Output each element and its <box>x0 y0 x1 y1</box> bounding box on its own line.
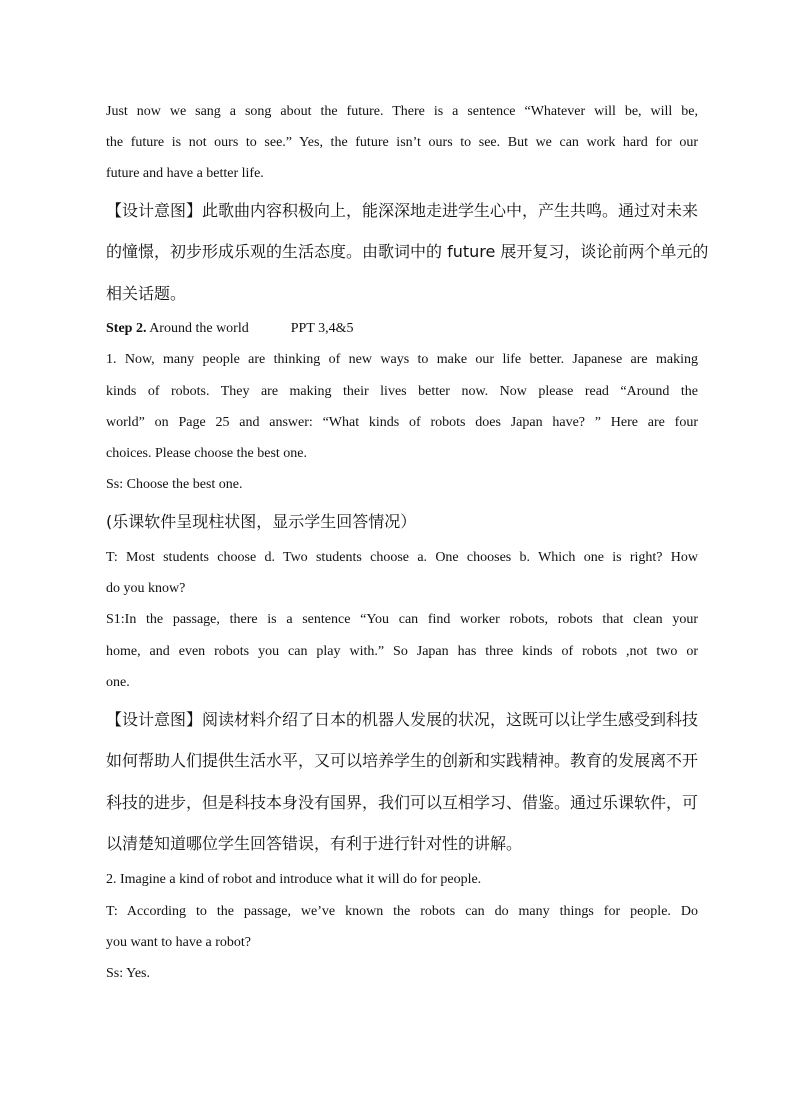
paragraph-line-26: Ss: Yes. <box>106 966 150 981</box>
design-intent-2-line-3: 科技的进步，但是科技本身没有国界，我们可以互相学习、借鉴。通过乐课软件，可 <box>106 793 699 812</box>
design-intent-2-line-2: 如何帮助人们提供生活水平，又可以培养学生的创新和实践精神。教育的发展离不开 <box>106 751 699 770</box>
paragraph-line-16: S1:In the passage, there is a sentence “You can find worker robots, robots that clean your <box>106 612 698 627</box>
paragraph-line-9: kinds of robots. They are making their lives better now. Now please read “Around the <box>106 384 698 399</box>
design-intent-line-2: 的憧憬，初步形成乐观的生活态度。由歌词中的 future 展开复习，谈论前两个单元的 <box>106 242 709 261</box>
software-note: (乐课软件呈现柱状图，显示学生回答情况） <box>106 512 417 531</box>
paragraph-line-8: 1. Now, many people are thinking of new ways to make our life better. Japanese are making <box>106 352 698 367</box>
paragraph-line-12: Ss: Choose the best one. <box>106 477 243 492</box>
design-intent-2-line-1: 【设计意图】阅读材料介绍了日本的机器人发展的状况，这既可以让学生感受到科技 <box>106 710 699 729</box>
paragraph-line-25: you want to have a robot? <box>106 935 252 950</box>
paragraph-line-14: T: Most students choose d. Two students choose a. One chooses b. Which one is right? How <box>106 550 698 565</box>
design-intent-line-3: 相关话题。 <box>106 284 187 303</box>
design-intent-line-1: 【设计意图】此歌曲内容积极向上，能深深地走进学生心中，产生共鸣。通过对未来 <box>106 201 699 220</box>
step-ppt-ref: PPT 3,4&5 <box>290 321 354 336</box>
paragraph-line-3: future and have a better life. <box>106 166 264 181</box>
design-intent-2-line-4: 以清楚知道哪位学生回答错误，有利于进行针对性的讲解。 <box>106 834 523 853</box>
paragraph-line-10: world” on Page 25 and answer: “What kinds of robots does Japan have? ” Here are four <box>106 415 698 430</box>
paragraph-line-15: do you know? <box>106 581 186 596</box>
step-2-heading <box>106 319 698 339</box>
paragraph-line-18: one. <box>106 675 130 690</box>
paragraph-line-11: choices. Please choose the best one. <box>106 446 307 461</box>
paragraph-line-1: Just now we sang a song about the future. There is a sentence “Whatever will be, will be, <box>106 104 698 119</box>
paragraph-line-2: the future is not ours to see.” Yes, the future isn’t ours to see. But we can work hard for our <box>106 135 698 150</box>
step-label: Step 2. <box>106 321 147 336</box>
step-title: Around the world <box>149 321 249 336</box>
paragraph-line-17: home, and even robots you can play with.” So Japan has three kinds of robots ,not two or <box>106 644 698 659</box>
paragraph-line-24: T: According to the passage, we’ve known the robots can do many things for people. Do <box>106 904 698 919</box>
paragraph-line-23: 2. Imagine a kind of robot and introduce what it will do for people. <box>106 872 482 887</box>
